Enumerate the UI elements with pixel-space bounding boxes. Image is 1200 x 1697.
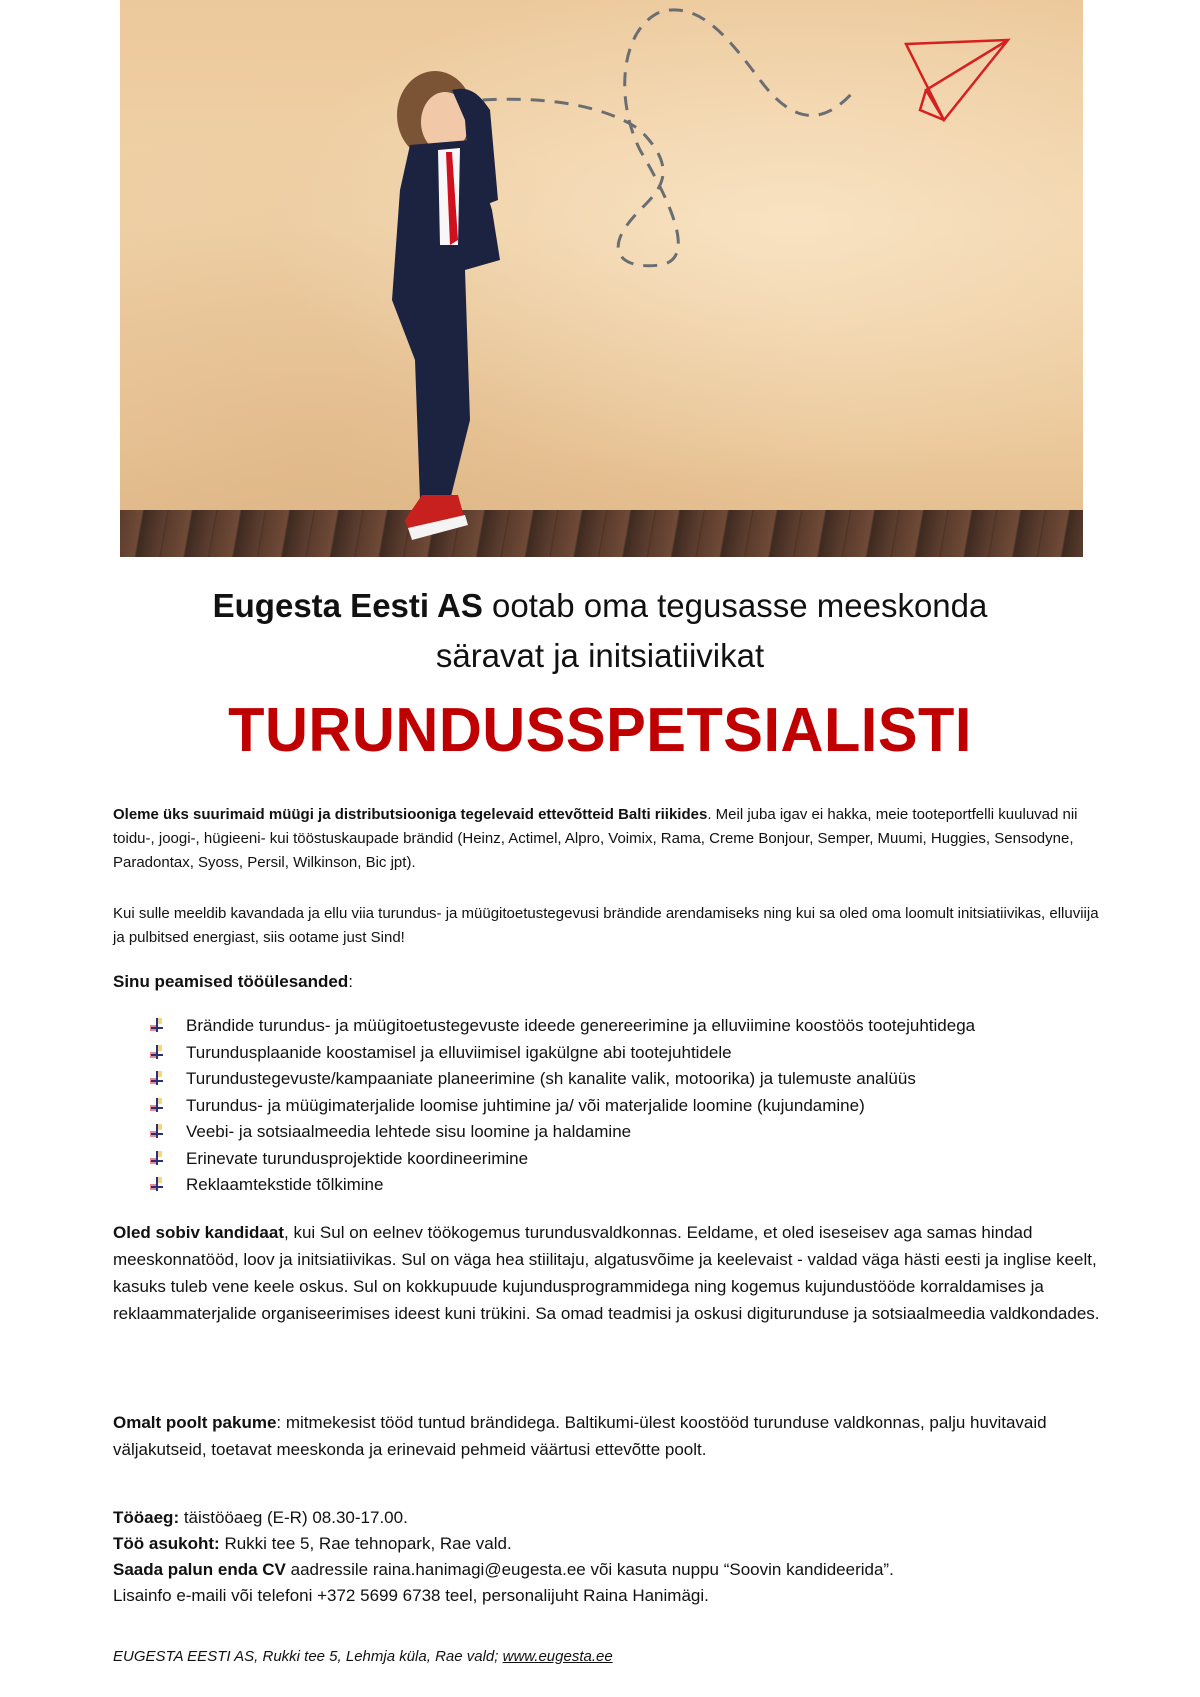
list-item xyxy=(150,1066,1100,1093)
task-text: Turundusplaanide koostamisel ja elluviimisel igakülgne abi tootejuhtidele xyxy=(186,1042,732,1062)
tasks-list xyxy=(150,1013,1100,1199)
task-text: Reklaamtekstide tõlkimine xyxy=(186,1175,384,1195)
list-item xyxy=(150,1172,1100,1199)
arrow-bullet-icon xyxy=(150,1018,164,1034)
cv-value: aadressile raina.hanimagi@eugesta.ee või kasuta nuppu “Soovin kandideerida”. xyxy=(285,1560,894,1579)
intro-line-1 xyxy=(0,583,1200,629)
list-item xyxy=(150,1040,1100,1067)
list-item xyxy=(150,1013,1100,1040)
work-hours xyxy=(113,1505,1103,1531)
cv-instructions xyxy=(113,1557,1103,1583)
offer-paragraph xyxy=(113,1409,1103,1463)
tasks-heading xyxy=(113,968,1103,995)
list-item xyxy=(150,1146,1100,1173)
task-text: Turundus- ja müügimaterjalide loomise juhtimine ja/ või materjalide loomine (kujundamine) xyxy=(186,1095,865,1115)
work-hours-value: täistööaeg (E-R) 08.30-17.00. xyxy=(179,1508,408,1527)
task-text: Brändide turundus- ja müügitoetustegevuste ideede genereerimine ja elluviimine koostöös tootejuhtidega xyxy=(186,1016,976,1036)
contact-info: Lisainfo e-maili või telefoni +372 5699 6738 teel, personalijuht Raina Hanimägi. xyxy=(113,1586,709,1605)
invite-paragraph: Kui sulle meeldib kavandada ja ellu viia turundus- ja müügitoetustegevusi brändide arendamiseks ning kui sa oled oma loomult initsiatiivikas, elluviija ja pulbitsed energiast, siis ootame just Sind! xyxy=(113,905,1099,946)
list-item xyxy=(150,1093,1100,1120)
about-bold: Oleme üks suurimaid müügi ja distributsiooniga tegelevaid ettevõtteid Balti riikides xyxy=(113,806,708,823)
company-name: Eugesta Eesti AS xyxy=(212,587,483,624)
website-link[interactable]: www.eugesta.ee xyxy=(502,1648,613,1665)
job-details xyxy=(113,1505,1103,1609)
work-hours-label: Tööaeg: xyxy=(113,1508,180,1527)
candidate-text: , kui Sul on eelnev töökogemus turundusvaldkonnas. Eeldame, et oled iseseisev aga samas hindad meeskonnatööd, loov ja initsiatiivikas. Sul on väga hea stiilitaju, algatusvõime ja keelevaist - valdad väga hästi eesti ja inglise keelt, kasuks tuleb vene keele oskus. Sul on kokkupuude kujundusprogrammidega ning kogemus kujundustööde korraldamises ja reklaammaterjalide organiseerimises ideest kuni trükini. Sa omad teadmisi ja oskusi digiturunduse ja sotsiaalmeedia valdkondades. xyxy=(113,1223,1100,1323)
about-paragraph xyxy=(113,803,1103,875)
job-title: TURUNDUSSPETSIALISTI xyxy=(228,696,972,765)
offer-bold: Omalt poolt pakume xyxy=(113,1413,277,1432)
arrow-bullet-icon xyxy=(150,1045,164,1061)
intro-line-2: säravat ja initsiatiivikat xyxy=(435,637,765,674)
tasks-heading-colon: : xyxy=(348,972,353,991)
footer xyxy=(113,1648,613,1665)
task-text: Erinevate turundusprojektide koordineerimine xyxy=(186,1148,529,1168)
footer-address: EUGESTA EESTI AS, Rukki tee 5, Lehmja küla, Rae vald; xyxy=(113,1648,503,1665)
work-location-value: Rukki tee 5, Rae tehnopark, Rae vald. xyxy=(219,1534,512,1553)
offer-text: : mitmekesist tööd tuntud brändidega. Baltikumi-ülest koostööd turunduse valdkonnas, palju huvitavaid väljakutseid, toetavat meeskonda ja erinevaid pehmeid väärtusi ettevõtte poolt. xyxy=(113,1413,1047,1459)
flight-path xyxy=(435,10,855,266)
hero-illustration xyxy=(120,0,1083,557)
arrow-bullet-icon xyxy=(150,1124,164,1140)
paper-airplane-icon xyxy=(906,40,1008,120)
cv-label: Saada palun enda CV xyxy=(113,1560,286,1579)
boy-figure xyxy=(392,71,500,540)
arrow-bullet-icon xyxy=(150,1071,164,1087)
task-text: Turundustegevuste/kampaaniate planeerimine (sh kanalite valik, motoorika) ja tulemuste analüüs xyxy=(186,1069,916,1089)
candidate-bold: Oled sobiv kandidaat xyxy=(113,1223,284,1242)
arrow-bullet-icon xyxy=(150,1177,164,1193)
candidate-paragraph xyxy=(113,1219,1103,1327)
intro-line-1-text: ootab oma tegusasse meeskonda xyxy=(482,587,988,624)
arrow-bullet-icon xyxy=(150,1098,164,1114)
list-item xyxy=(150,1119,1100,1146)
work-location-label: Töö asukoht: xyxy=(113,1534,220,1553)
arrow-bullet-icon xyxy=(150,1151,164,1167)
about-text: . Meil juba igav ei hakka, meie tooteportfelli kuuluvad nii toidu-, joogi-, hügieeni- kui tööstuskaupade brändid (Heinz, Actimel, Alpro, Voimix, Rama, Creme Bonjour, Semper, Muumi, Huggies, Sensodyne, Paradontax, Syoss, Persil, Wilkinson, Bic jpt). xyxy=(113,806,1078,871)
tasks-heading-text: Sinu peamised tööülesanded xyxy=(113,972,349,991)
hero-image xyxy=(120,0,1083,557)
work-location xyxy=(113,1531,1103,1557)
task-text: Veebi- ja sotsiaalmeedia lehtede sisu loomine ja haldamine xyxy=(186,1122,632,1142)
